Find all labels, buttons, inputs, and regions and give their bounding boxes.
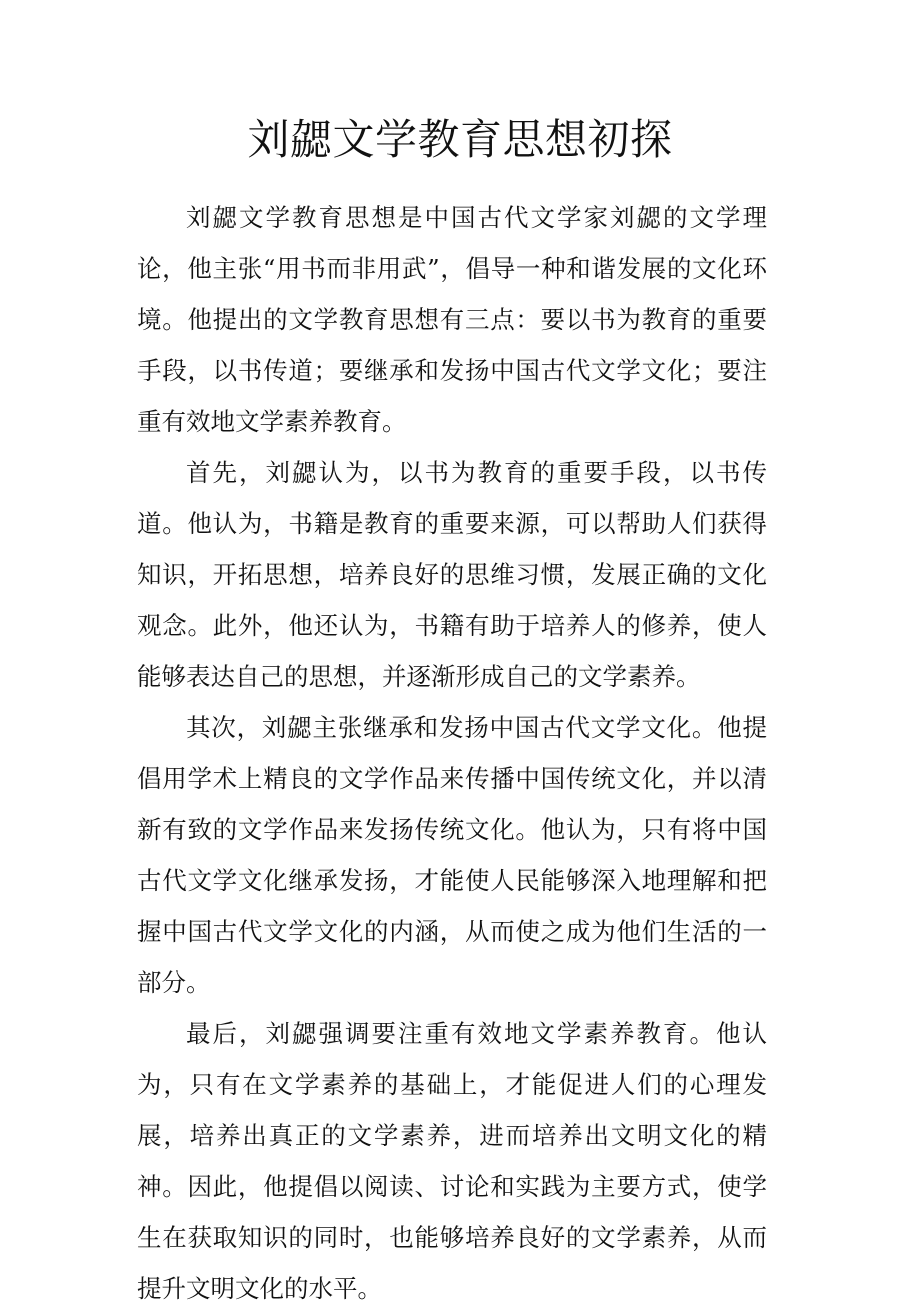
paragraph-intro: 刘勰文学教育思想是中国古代文学家刘勰的文学理论，他主张“用书而非用武”，倡导一种和谐发展的文化环境。他提出的文学教育思想有三点：要以书为教育的重要手段，以书传道；要继承和发扬中国古代文学文化；要注重有效地文学素养教育。 [137,203,767,436]
document-title: 刘勰文学教育思想初探 [247,115,673,164]
paragraph-third-point: 最后，刘勰强调要注重有效地文学素养教育。他认为，只有在文学素养的基础上，才能促进人们的心理发展，培养出真正的文学素养，进而培养出文明文化的精神。因此，他提倡以阅读、讨论和实践为主要方式，使学生在获取知识的同时，也能够培养良好的文学素养，从而提升文明文化的水平。 [137,1019,767,1303]
document-body [137,192,767,1314]
paragraph-second-point: 其次，刘勰主张继承和发扬中国古代文学文化。他提倡用学术上精良的文学作品来传播中国传统文化，并以清新有致的文学作品来发扬传统文化。他认为，只有将中国古代文学文化继承发扬，才能使人民能够深入地理解和把握中国古代文学文化的内涵，从而使之成为他们生活的一部分。 [137,713,767,997]
paragraph-first-point: 首先，刘勰认为，以书为教育的重要手段，以书传道。他认为，书籍是教育的重要来源，可以帮助人们获得知识，开拓思想，培养良好的思维习惯，发展正确的文化观念。此外，他还认为，书籍有助于培养人的修养，使人能够表达自己的思想，并逐渐形成自己的文学素养。 [137,458,767,691]
